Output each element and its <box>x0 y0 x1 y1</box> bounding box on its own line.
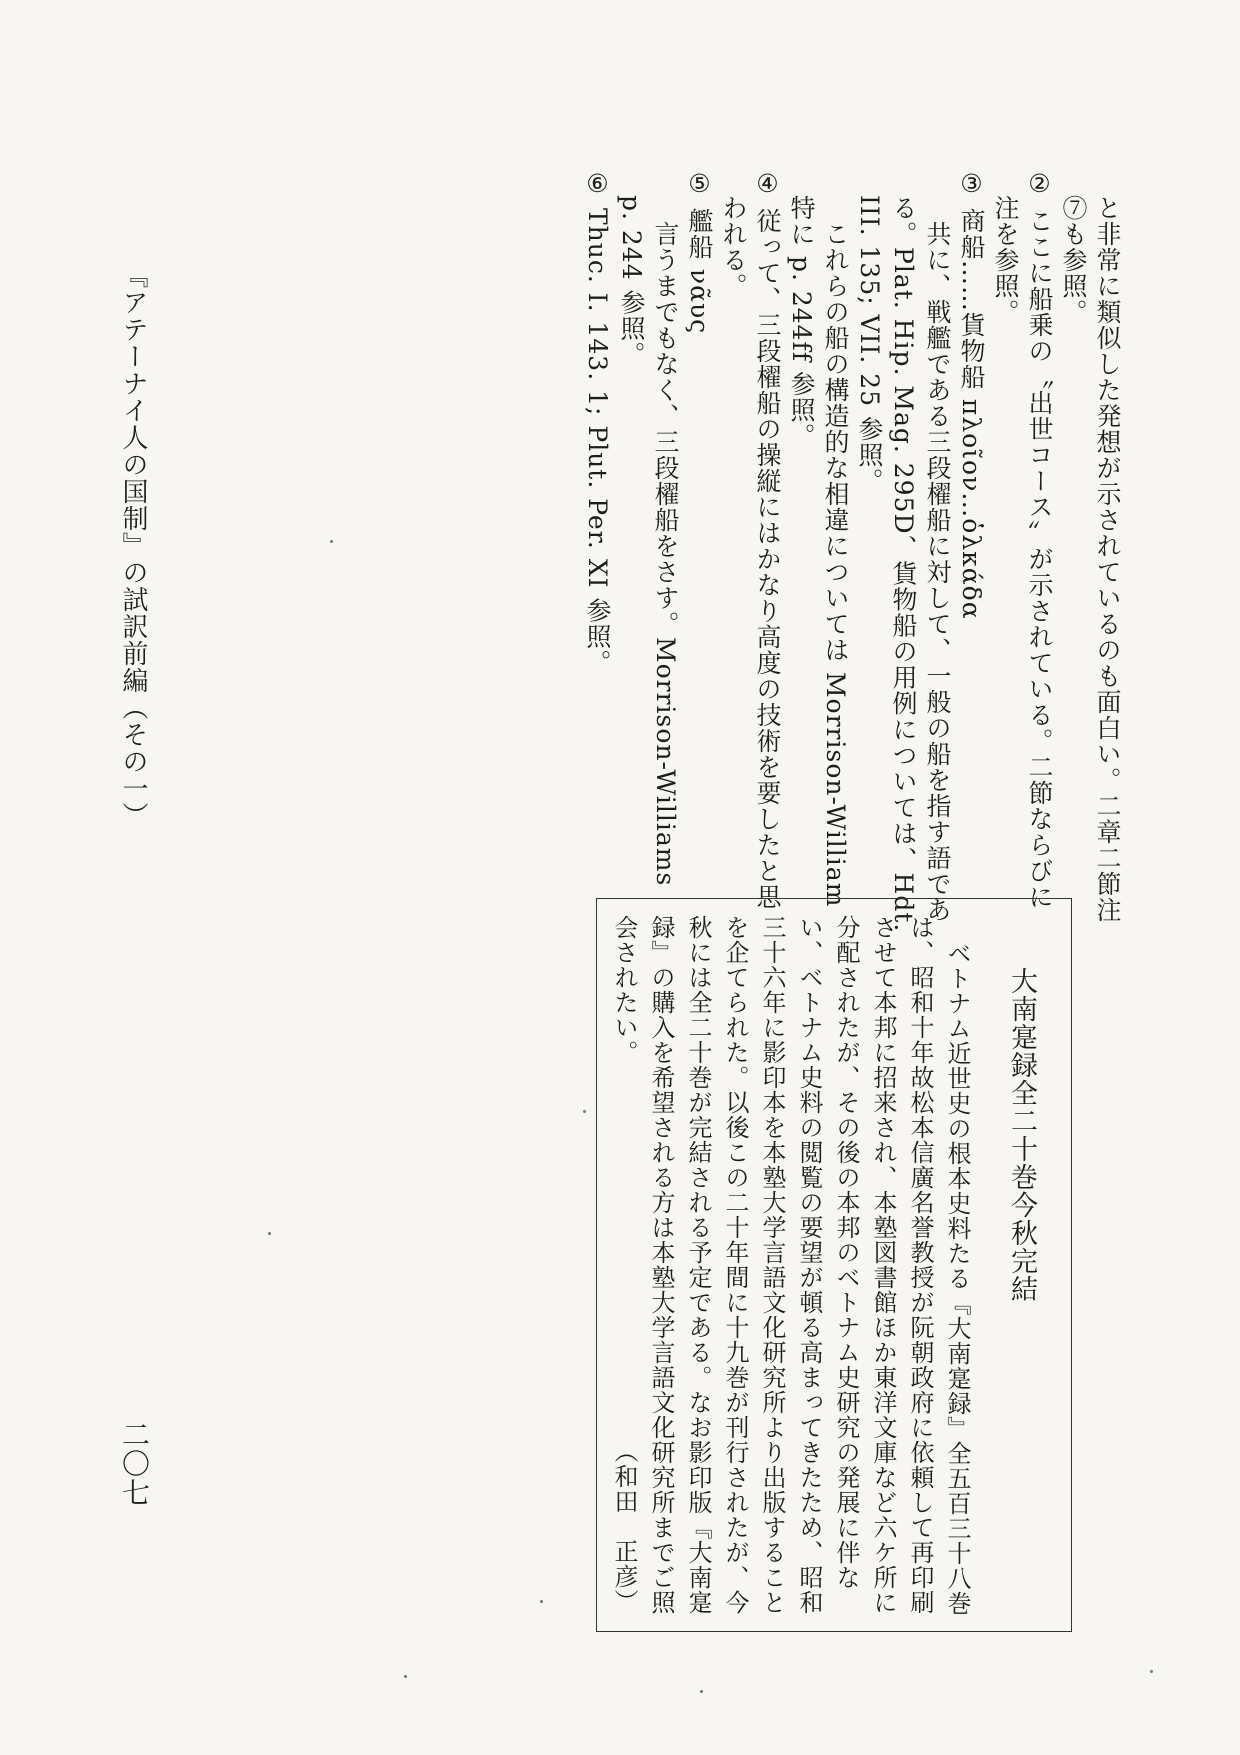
notes-section <box>583 169 1122 933</box>
note-line: ② ここに船乗の〝出世コース〟が示されている。二節ならびに <box>1025 169 1054 910</box>
notice-box <box>596 898 1072 1632</box>
note-line: 共に、戦艦である三段櫂船に対して、一般の船を指す語であ <box>923 221 952 923</box>
note-line: 特に p. 244ff 参照。 <box>787 195 816 450</box>
note-line: と非常に類似した発想が示されているのも面白い。二章二節注 <box>1093 195 1122 923</box>
note-line: ⑦も参照。 <box>1059 195 1088 325</box>
notice-title: 大南寔録全二十巻今秋完結 <box>1006 967 1037 1303</box>
scan-speck <box>330 540 333 543</box>
notice-line: ベトナム近世史の根本史料たる『大南寔録』全五百三十八巻 <box>943 941 971 1616</box>
scan-speck <box>700 1690 703 1693</box>
notice-line: は、昭和十年故松本信廣名誉教授が阮朝政府に依頼して再印刷 <box>906 915 934 1615</box>
scan-speck <box>1150 1670 1153 1673</box>
note-line: ③ 商船……貨物船 πλοῖον…ὁλκάδα <box>957 169 986 620</box>
page-number: 二〇七 <box>118 1420 151 1507</box>
note-line: p. 244 参照。 <box>617 195 646 368</box>
note-line: ⑤ 艦船 νᾶυς <box>685 169 714 335</box>
notice-line: を企てられた。以後この二十年間に十九巻が刊行されたが、今 <box>721 915 749 1615</box>
note-line: これらの船の構造的な相違については Morrison-William <box>821 221 850 908</box>
notice-line: 録』の購入を希望される方は本塾大学言語文化研究所までご照 <box>647 915 675 1615</box>
note-line: 言うまでもなく、三段櫂船をさす。Morrison-Williams <box>651 221 680 887</box>
scan-speck <box>540 1600 543 1603</box>
notice-line: 秋には全二十巻が完結される予定である。なお影印版『大南寔 <box>684 915 712 1615</box>
note-line: われる。 <box>719 195 748 299</box>
running-title: 『アテーナイ人の国制』の試訳前編（その一） <box>118 262 148 829</box>
notice-line: い、ベトナム史料の閲覧の要望が頓る高まってきたため、昭和 <box>795 915 823 1615</box>
scan-speck <box>268 1232 271 1235</box>
scan-speck <box>583 1110 586 1113</box>
note-line: ④ 従って、三段櫂船の操縦にはかなり高度の技術を要したと思 <box>753 169 782 910</box>
note-line: III. 135; VII. 25 参照。 <box>855 195 884 495</box>
notice-line: 分配されたが、その後の本邦のベトナム史研究の発展に伴な <box>832 915 860 1590</box>
note-line: 注を参照。 <box>991 195 1020 325</box>
notice-line: させて本邦に招来され、本塾図書館ほか東洋文庫など六ケ所に <box>869 915 897 1615</box>
note-line: る。Plat. Hip. Mag. 295D、貨物船の用例については、Hdt. <box>889 195 918 933</box>
scan-speck <box>404 1675 407 1678</box>
notice-signature: （和田 正彦） <box>610 1439 638 1614</box>
notice-line: 会されたい。 <box>610 915 638 1065</box>
note-line: ⑥ Thuc. I. 143. 1; Plut. Per. XI 参照。 <box>583 169 612 676</box>
notice-line: 三十六年に影印本を本塾大学言語文化研究所より出版すること <box>758 915 786 1615</box>
